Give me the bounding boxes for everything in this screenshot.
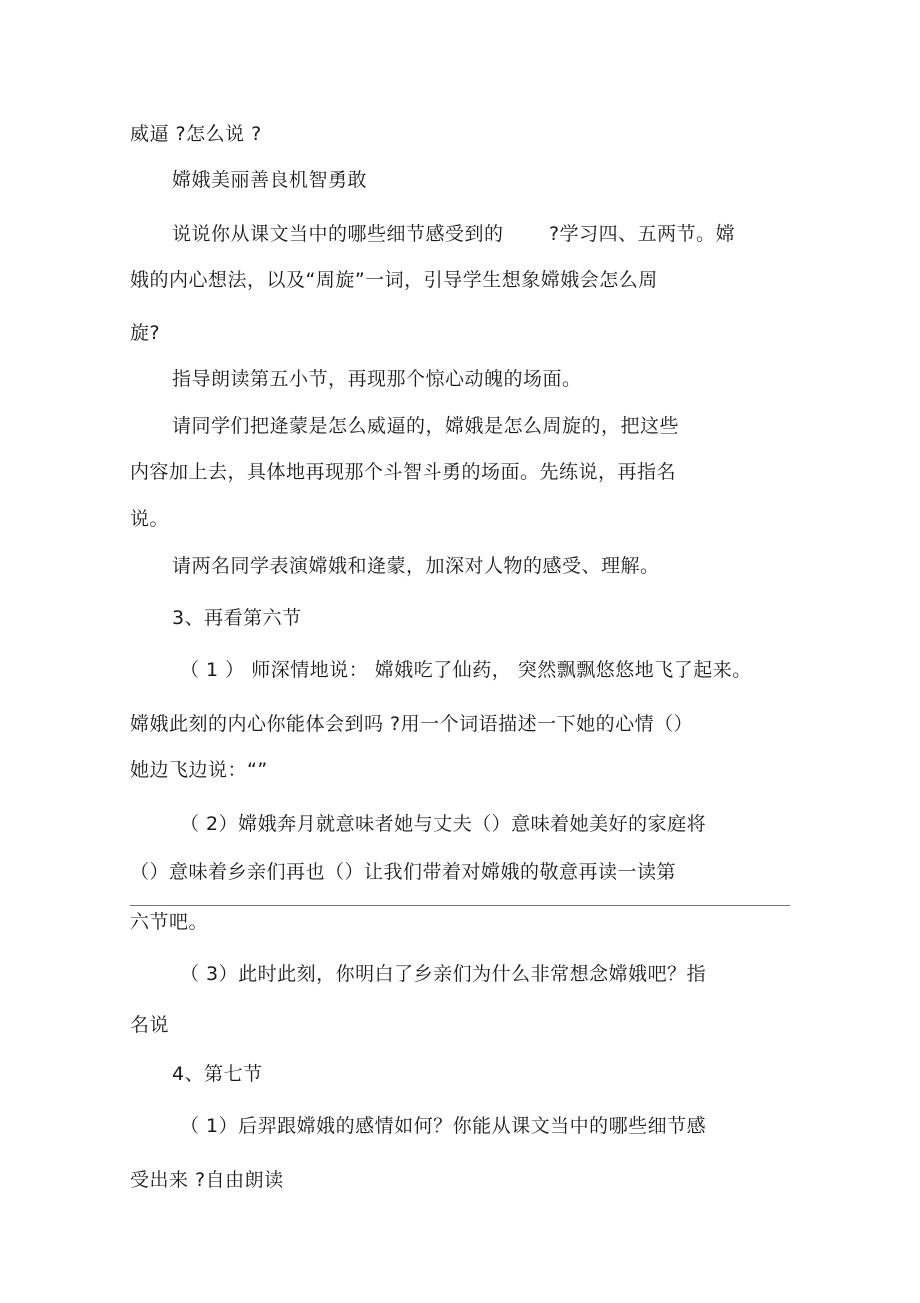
text-line: （ 1 ） 师深情地说： 嫦娥吃了仙药， 突然飘飘悠悠地飞了起来。 <box>180 659 752 681</box>
text-line: 说。 <box>130 508 170 530</box>
text-line: 她边飞边说：“” <box>130 759 268 781</box>
divider-rule <box>130 905 790 906</box>
text-line: （ 3）此时此刻，你明白了乡亲们为什么非常想念嫦娥吧？指 <box>180 963 707 985</box>
text-line: （ 1）后羿跟嫦娥的感情如何？你能从课文当中的哪些细节感 <box>180 1115 707 1137</box>
text-line: 嫦娥美丽善良机智勇敢 <box>172 169 368 191</box>
text-line: 娥的内心想法，以及“周旋”一词，引导学生想象嫦娥会怎么周 <box>130 269 658 291</box>
text-line: 威逼 ?怎么说 ? <box>130 123 262 145</box>
text-line: （ 2）嫦娥奔月就意味者她与丈夫（）意味着她美好的家庭将 <box>180 813 707 835</box>
text-line: 说说你从课文当中的哪些细节感受到的 ?学习四、五两节。嫦 <box>172 223 736 245</box>
text-line: 嫦娥此刻的内心你能体会到吗 ?用一个词语描述一下她的心情（） <box>130 713 694 735</box>
text-line: 受出来 ?自由朗读 <box>130 1169 284 1191</box>
text-line: 旋? <box>130 322 161 344</box>
section-heading: 3、再看第六节 <box>172 607 302 629</box>
text-line: 六节吧。 <box>130 911 209 933</box>
text-line: 内容加上去，具体地再现那个斗智斗勇的场面。先练说，再指名 <box>130 461 677 483</box>
section-heading: 4、第七节 <box>172 1063 263 1085</box>
text-line: （）意味着乡亲们再也（）让我们带着对嫦娥的敬意再读一读第 <box>130 861 677 883</box>
text-line: 指导朗读第五小节，再现那个惊心动魄的场面。 <box>172 368 582 390</box>
text-line: 名说 <box>130 1014 170 1036</box>
text-line: 请两名同学表演嫦娥和逄蒙，加深对人物的感受、理解。 <box>172 555 660 577</box>
text-line: 请同学们把逄蒙是怎么威逼的，嫦娥是怎么周旋的，把这些 <box>172 415 680 437</box>
